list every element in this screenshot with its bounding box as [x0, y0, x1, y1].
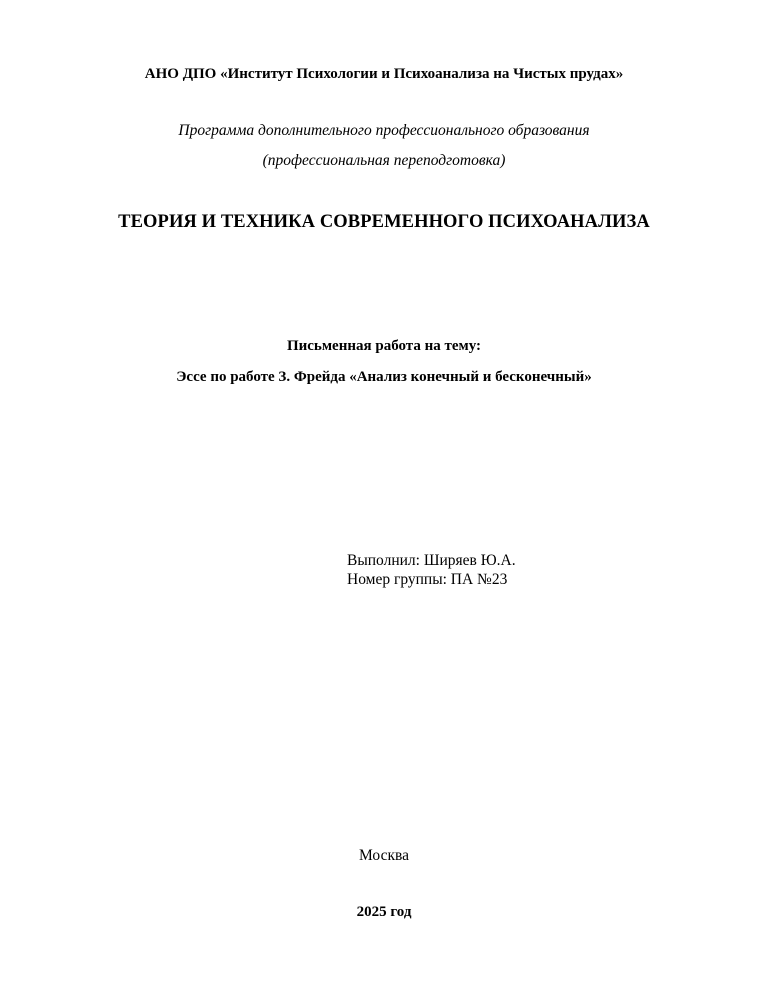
program-type: (профессиональная переподготовка) [262, 152, 506, 169]
author-name: Выполнил: Ширяев Ю.А. [347, 552, 516, 569]
work-topic: Эссе по работе З. Фрейда «Анализ конечный и бесконечный» [176, 369, 592, 385]
author-block [347, 551, 516, 589]
year: 2025 год [356, 904, 412, 920]
work-type-label: Письменная работа на тему: [286, 338, 482, 354]
institution-name: АНО ДПО «Институт Психологии и Психоанализа на Чистых прудах» [144, 66, 624, 82]
group-number: Номер группы: ПА №23 [347, 571, 508, 588]
program-description: Программа дополнительного профессионального образования [178, 122, 590, 139]
course-title: ТЕОРИЯ И ТЕХНИКА СОВРЕМЕННОГО ПСИХОАНАЛИЗА [118, 212, 650, 232]
city: Москва [359, 847, 409, 864]
